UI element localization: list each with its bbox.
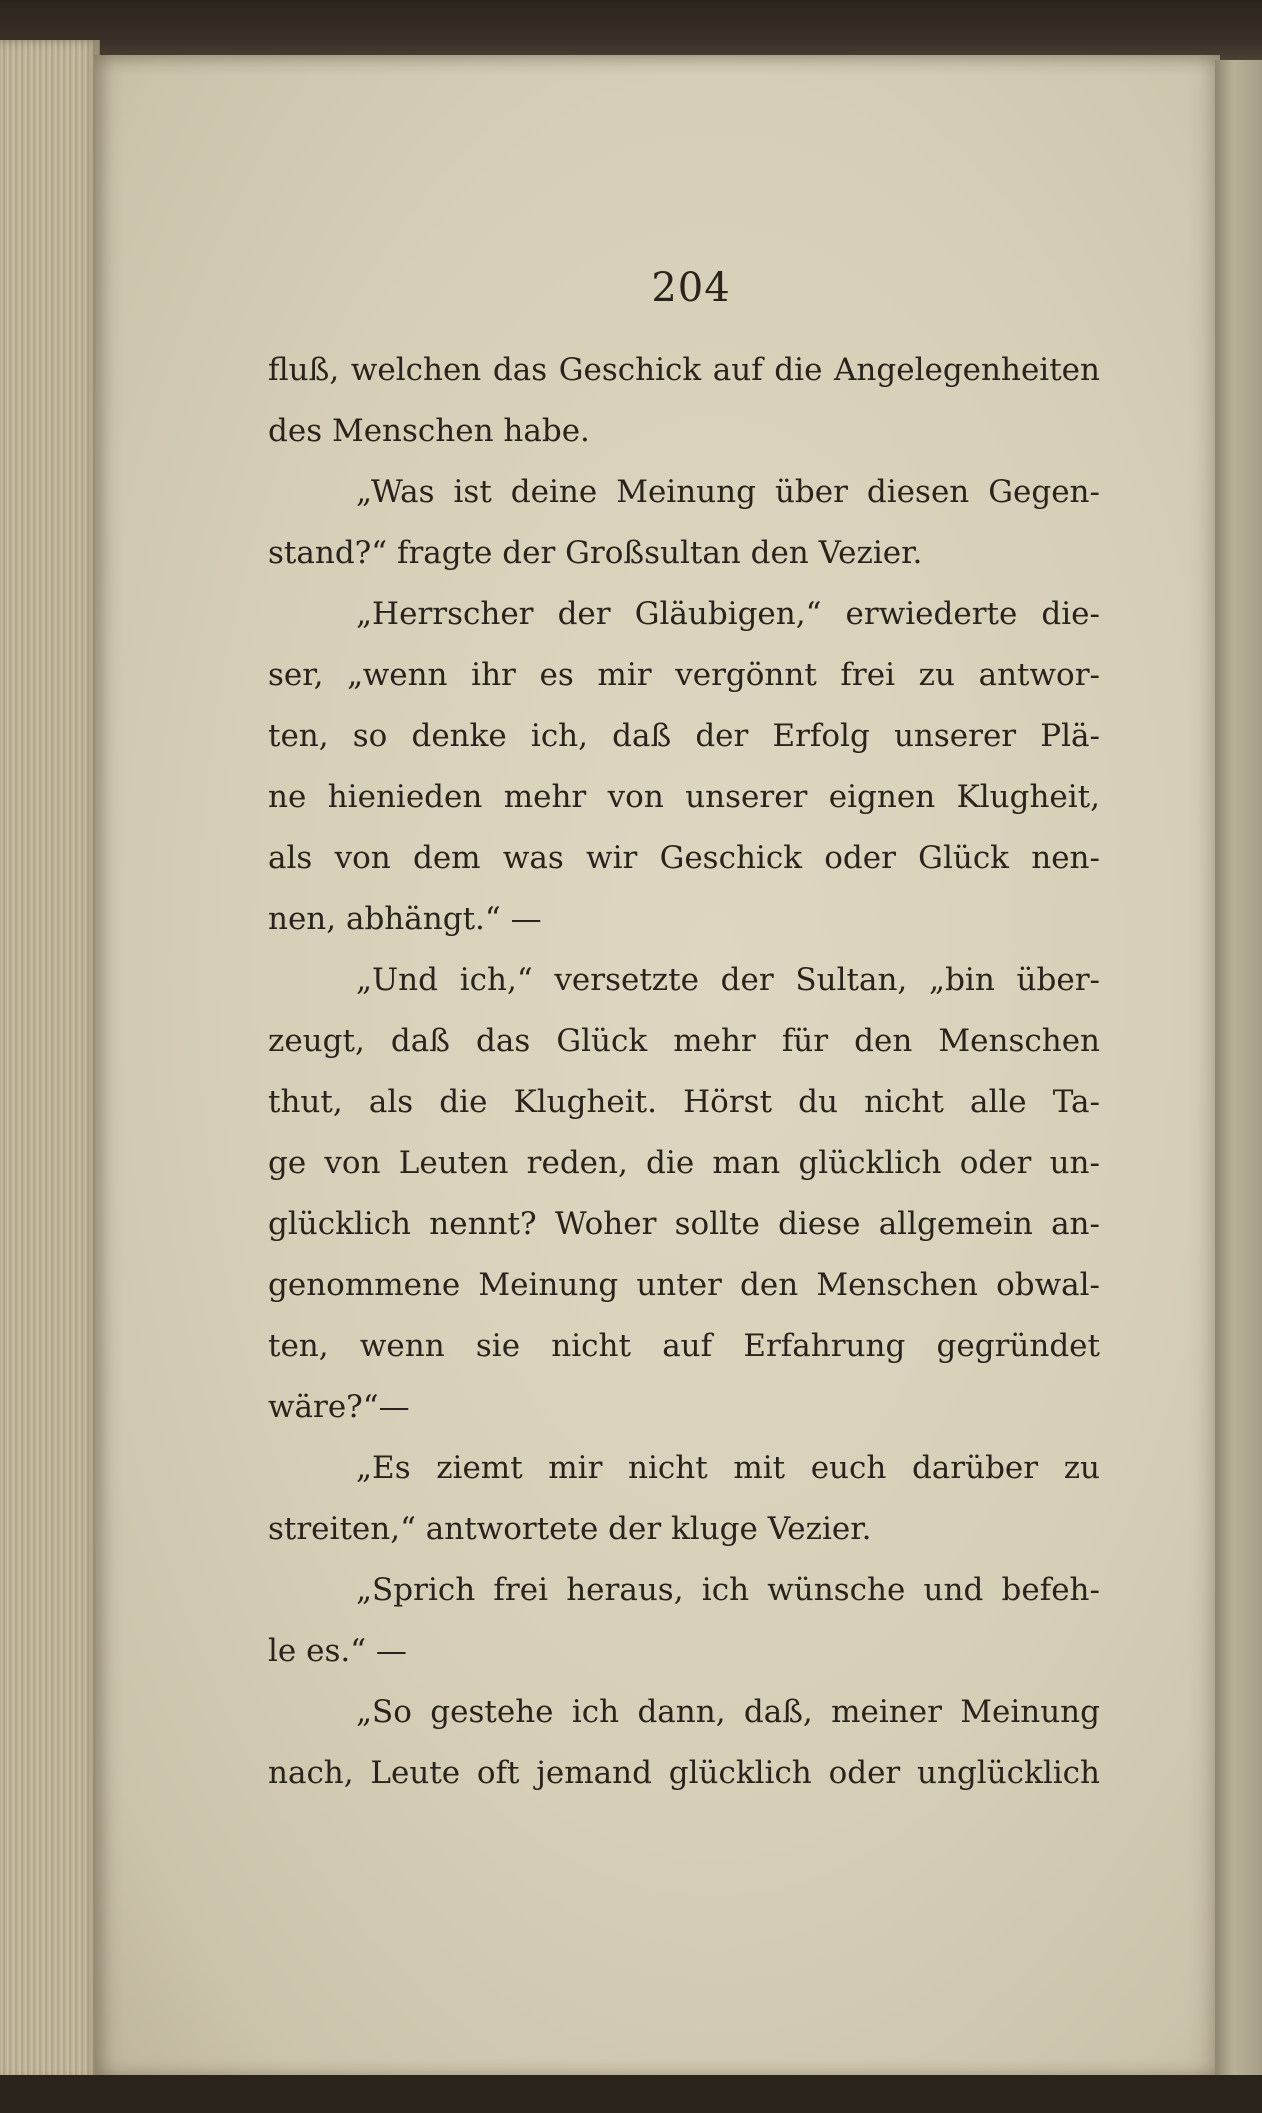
text-line: streiten,“ antwortete der kluge Vezier.	[268, 1511, 872, 1547]
text-line: fluß, welchen das Geschick auf die Angelegenheiten	[268, 352, 1100, 388]
text-line: „Es ziemt mir nicht mit euch darüber zu	[356, 1450, 1100, 1486]
text-line: ge von Leuten reden, die man glücklich oder un-	[268, 1145, 1100, 1181]
text-line: wäre?“—	[268, 1389, 410, 1425]
body-text	[268, 340, 1100, 1804]
binding-top-edge	[0, 0, 1262, 60]
text-line: „Sprich frei heraus, ich wünsche und befeh-	[356, 1572, 1100, 1608]
text-line: ser, „wenn ihr es mir vergönnt frei zu antwor-	[268, 657, 1100, 693]
text-line: ne hienieden mehr von unserer eignen Klugheit,	[268, 779, 1100, 815]
text-line: ten, wenn sie nicht auf Erfahrung gegründet	[268, 1328, 1100, 1364]
text-line: glücklich nennt? Woher sollte diese allgemein an-	[268, 1206, 1100, 1242]
facing-page-edge	[1215, 60, 1262, 2080]
page-stack-edge	[0, 40, 100, 2080]
text-line: ten, so denke ich, daß der Erfolg unserer Plä-	[268, 718, 1100, 754]
text-line: des Menschen habe.	[268, 413, 590, 449]
text-line: genommene Meinung unter den Menschen obwal-	[268, 1267, 1100, 1303]
text-line: stand?“ fragte der Großsultan den Vezier.	[268, 535, 923, 571]
text-line: „So gestehe ich dann, daß, meiner Meinung	[356, 1694, 1100, 1730]
text-line: thut, als die Klugheit. Hörst du nicht alle Ta-	[268, 1084, 1100, 1120]
text-line: „Herrscher der Gläubigen,“ erwiederte die-	[356, 596, 1100, 632]
text-line: als von dem was wir Geschick oder Glück nen-	[268, 840, 1100, 876]
page-number: 204	[651, 265, 731, 311]
binding-bottom-edge	[0, 2075, 1262, 2113]
text-line: nach, Leute oft jemand glücklich oder unglücklich	[268, 1755, 1100, 1791]
text-line: le es.“ —	[268, 1633, 407, 1669]
text-line: nen, abhängt.“ —	[268, 901, 542, 937]
text-line: „Was ist deine Meinung über diesen Gegen-	[356, 474, 1100, 510]
text-line: zeugt, daß das Glück mehr für den Menschen	[268, 1023, 1100, 1059]
text-line: „Und ich,“ versetzte der Sultan, „bin über-	[356, 962, 1100, 998]
